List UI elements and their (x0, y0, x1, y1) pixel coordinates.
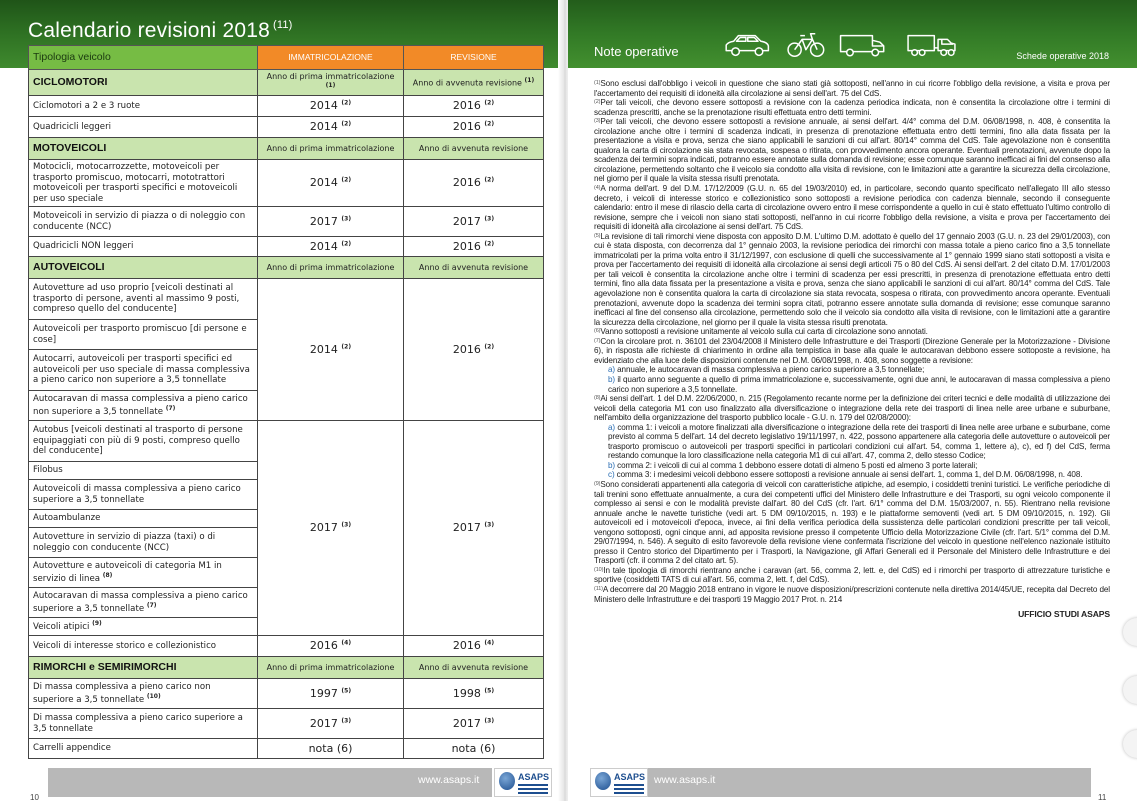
row-label: Carrelli appendice (29, 739, 258, 759)
category-name: AUTOVEICOLI (29, 257, 258, 279)
row-registration: 2014 $^{(2)}$ (258, 117, 404, 138)
side-tab[interactable] (1123, 730, 1137, 758)
footnote-text: Ai sensi dell'art. 1 del D.M. 22/06/2000, n. 215 (Regolamento recante norme per la definizione dei criteri tecnici e delle modalità di utilizzazione dei veicoli della categoria M1 con uso finalizzato alla diversificazione o integrazione della rete dei trasporti di linea nelle aree urbane e suburbane, nell'ambito della organizzazione del trasporto pubblico locale - G.U. n. 179 del 02/08/2000): (594, 394, 1110, 423)
row-label: Autocaravan di massa complessiva a pieno carico non superiore a 3,5 tonnellate $^{(7)}$ (29, 391, 258, 421)
row-revision: 2016 $^{(2)}$ (404, 117, 544, 138)
row-revision: 2016 $^{(2)}$ (404, 237, 544, 257)
header-revision: REVISIONE (404, 46, 544, 70)
table-row (29, 279, 544, 320)
table-row (29, 160, 544, 207)
left-page (0, 0, 562, 801)
footnote-subitem (594, 375, 1110, 394)
footnote-marker: (6) (594, 328, 601, 335)
footnote-text: comma 2: i veicoli di cui al comma 1 debbono essere dotati di almeno 5 posti ed almeno 3 porte laterali; (617, 460, 978, 470)
asaps-logo (494, 768, 552, 797)
row-label: Autobus [veicoli destinati al trasporto di persone equipaggiati con più di 9 posti, compreso quello del conducente] (29, 421, 258, 462)
logo-text: ASAPS (518, 772, 550, 782)
right-page (568, 0, 1137, 801)
globe-icon (595, 772, 611, 790)
row-revision: 2017 $^{(3)}$ (404, 709, 544, 739)
asaps-logo (590, 768, 648, 797)
category-row-autoveicoli (29, 257, 544, 279)
footnote-text: Sono considerati appartenenti alla categoria di veicoli con caratteristiche atipiche, ad esempio, i cosiddetti trenini turistici. Le verifiche periodiche di tali trenini sono effettuate annualmente, a cura dei competenti uffici del Ministero delle Infrastrutture e dei Trasporti, su ogni veicolo componente il complesso ai sensi e con le modalità previste dall'art. 80 del CdS (cfr. l'art. 6/1° comma del D.M. 15/03/2007, n. 55). Rientrano nella revisione annuale anche le navette turistiche (vedi art. 5 DM 09/10/2015, n. 193) e le piattaforme semoventi (vedi art. 5 DM 09/10/2015, n. 192). Gli autoveicoli ed i motoveicoli d'epoca, invece, ai fini della verifica periodica della sussistenza delle particolari condizioni prescritte per tali veicoli, vengono sottoposti, ogni cinque anni, ad apposita revisione presso il competente Ufficio della Motorizzazione Civile (cfr. l'art. 5/1° comma del D.M. 29/07/1994, n. 546). A seguito di esito favorevole della revisione viene confermata l'iscrizione del veicolo in questione nell'elenco nazionale istituito presso il Centro storico del Dipartimento per i Trasporti, la Navigazione, gli Affari Generali ed il Personale del Ministero delle Infrastrutture e dei Trasporti (cfr. il comma 2 del citato art. 5). (594, 479, 1110, 566)
row-registration: 2017 $^{(3)}$ (258, 207, 404, 237)
page-number: 10 (30, 793, 39, 802)
schede-label: Schede operative 2018 (1016, 51, 1109, 61)
subitem-letter: a) (608, 422, 615, 432)
footnote-text: In tale tipologia di rimorchi rientrano anche i caravan (art. 56, comma 2, lett. e, del CdS) ed i rimorchi per trasporto di attrezzature turistiche e sportive (cosiddetti TATS di cui all'art. 56, comma 2, lett. f, del CdS). (594, 565, 1110, 585)
category-col2: Anno di prima immatricolazione (258, 257, 404, 279)
car-icon (726, 36, 768, 56)
footnote-marker: (3) (594, 118, 601, 125)
table-header-row (29, 46, 544, 70)
footnote (594, 585, 1110, 604)
footnote-marker: (4) (594, 185, 601, 192)
row-label: Autocarri, autoveicoli per trasporti specifici ed autoveicoli per uso speciale di massa complessiva a pieno carico non superiore a 3,5 tonnellate (29, 350, 258, 391)
row-label: Quadricicli leggeri (29, 117, 258, 138)
row-label: Autovetture ad uso proprio [veicoli destinati al trasporto di persone, aventi al massimo 9 posti, compreso quello del conducente] (29, 279, 258, 320)
row-label: Veicoli atipici $^{(9)}$ (29, 618, 258, 636)
row-label: Motocicli, motocarrozzette, motoveicoli per trasporto promiscuo, motocarri, mototrattori motoveicoli per trasporti specifici e motoveicoli per uso speciale (29, 160, 258, 207)
footnote-text: Per tali veicoli, che devono essere sottoposti a revisione con la cadenza periodica indicata, non è consentita la circolazione oltre i termini di scadenza prescritti, anche se la prenotazione risulti effettuata entro detti termini. (594, 98, 1110, 117)
row-label: Filobus (29, 462, 258, 480)
footnote (594, 480, 1110, 566)
footnote (594, 98, 1110, 117)
footnote-text: Vanno sottoposti a revisione unitamente al veicolo sulla cui carta di circolazione sono annotati. (600, 327, 928, 337)
footnote (594, 184, 1110, 232)
row-label: Autoambulanze (29, 510, 258, 528)
signature: UFFICIO STUDI ASAPS (1018, 609, 1110, 620)
footnote-subitem (594, 461, 1110, 471)
row-label: Di massa complessiva a pieno carico non superiore a 3,5 tonnellate $^{(10)}$ (29, 679, 258, 709)
row-registration: 2014 $^{(2)}$ (258, 160, 404, 207)
header-registration: IMMATRICOLAZIONE (258, 46, 404, 70)
category-name: RIMORCHI e SEMIRIMORCHI (29, 657, 258, 679)
table-row (29, 237, 544, 257)
footnote-text: il quarto anno seguente a quello di prima immatricolazione e, successivamente, ogni due anni, le autocaravan di massa complessiva a pieno carico non superiore a 3,5 tonnellate. (608, 374, 1111, 394)
row-registration: 2014 $^{(2)}$ (258, 96, 404, 117)
row-label: Autoveicoli per trasporto promiscuo [di persone e cose] (29, 320, 258, 350)
footnote-marker: (10) (594, 566, 604, 573)
footnote-marker: (2) (594, 99, 601, 106)
footnote (594, 327, 1110, 337)
title-footnote: (11) (272, 19, 293, 31)
category-col3: Anno di avvenuta revisione $^{(1)}$ (404, 70, 544, 96)
category-col2: Anno di prima immatricolazione (258, 657, 404, 679)
table-row (29, 207, 544, 237)
row-label: Di massa complessiva a pieno carico superiore a 3,5 tonnellate (29, 709, 258, 739)
row-revision: 2017 $^{(3)}$ (404, 207, 544, 237)
row-label: Autoveicoli di massa complessiva a pieno carico superiore a 3,5 tonnellate (29, 480, 258, 510)
footnote-text: A decorrere dal 20 Maggio 2018 entrano in vigore le nuove disposizioni/prescrizioni contenute nella direttiva 2014/45/UE, recepita dal Decreto del Ministero delle Infrastrutture e dei trasporti 19 Maggio 2017 Prot. n. 214 (594, 584, 1110, 604)
category-row-ciclomotori (29, 70, 544, 96)
logo-stripes (518, 784, 548, 786)
vehicle-icons (714, 30, 984, 60)
footer-url[interactable]: www.asaps.it (418, 774, 480, 786)
footnote-text: Con la circolare prot. n. 36101 del 23/04/2008 il Ministero delle Infrastrutture e dei Trasporti (Direzione Generale per la Motorizzazione - Divisione 6), in risposta alle richieste di chiarimento in ordine alla tempistica in base alla quale le autocaravan debbono essere sottoposte a revisione, ha evidenziato che alla luce delle disposizioni contenute nel D.M. 06/08/1998, n. 408, sono soggette a revisione: (594, 336, 1110, 365)
row-label: Veicoli di interesse storico e collezionistico (29, 636, 258, 657)
footnote-subitem (594, 423, 1110, 461)
category-name: CICLOMOTORI (29, 70, 258, 96)
row-label: Motoveicoli in servizio di piazza o di noleggio con conducente (NCC) (29, 207, 258, 237)
row-label: Autovetture e autoveicoli di categoria M1 in servizio di linea $^{(8)}$ (29, 558, 258, 588)
footnote-text: comma 3: i medesimi veicoli debbono essere sottoposti a revisione annuale ai sensi dell'art. 1, comma 1, del D.M. 06/08/1998, n. 408. (616, 470, 1083, 480)
footnote (594, 566, 1110, 585)
category-row-motoveicoli (29, 138, 544, 160)
row-registration: 1997 $^{(5)}$ (258, 679, 404, 709)
page-number: 11 (1098, 793, 1107, 802)
subitem-letter: a) (608, 365, 615, 375)
footnote-marker: (11) (594, 585, 603, 592)
footnote-marker: (5) (594, 232, 601, 239)
row-registration: 2017 $^{(3)}$ (258, 709, 404, 739)
row-registration: nota (6) (258, 739, 404, 759)
side-tab[interactable] (1123, 676, 1137, 704)
footnote-text: La revisione di tali rimorchi viene disposta con apposito D.M. L'ultimo D.M. adottato è quello del 17 gennaio 2003 (G.U. n. 23 del 29/01/2003), con cui è stata disposta, con decorrenza dal 1° gennaio 2003, la revisione periodica dei rimorchi con massa totale a pieno carico fino a 3,5 tonnellate immatricolati per la prima volta entro il 31/12/1997, con esclusione di quelli che successivamente al 1° gennaio 1999 siano stati sottoposti a visita e prova per l'accertamento dei requisiti di idoneità alla circolazione ai sensi degli articoli 75 o 80 del CdS. Ai sensi dell'art. 2 del citato D.M. 17/01/2003 per tali veicoli è consentita la circolazione anche oltre i termini di scadenza per essi prescritti, in presenza di prenotazione effettuata entro detti termini, fino alla data fissata per la presentazione a visita e prova, senza che siano applicabili le sanzioni di cui all'art. 80/14° comma del CdS. Tale agevolazione non è consentita qualora la carta di circolazione sia stata revocata, sospesa o ritirata, con provvedimento ancora operante. Eventuali prenotazioni, avvenute dopo la scadenza dei termini sopra citati, potranno essere annotate sulla domanda di revisione; esse comunque saranno inefficaci al fine del consenso alla circolazione, permettendo solo che il veicolo sia condotto alla visita di revisione, con le limitazioni atte a garantire la sicurezza della circolazione, nel giorno per il quale la visita stessa risulti prenotata. (594, 231, 1110, 327)
subitem-letter: b) (608, 374, 615, 384)
footnote-marker: (7) (594, 337, 601, 344)
group-revision: 2017 $^{(3)}$ (404, 421, 544, 636)
table-row (29, 96, 544, 117)
table-row (29, 739, 544, 759)
row-revision: 2016 $^{(4)}$ (404, 636, 544, 657)
logo-text: ASAPS (614, 772, 646, 782)
footnote-text: A norma dell'art. 9 del D.M. 17/12/2009 (G.U. n. 65 del 19/03/2010) ed, in particolare, secondo quanto specificato nell'allegato III allo stesso decreto, i veicoli di interesse storico e collezionistico sono sottoposti a revisione periodica con cadenza biennale, secondo il conseguente calendario: entro il mese di rilascio della carta di circolazione ovvero entro il mese corrispondente a quello in cui è stato effettuato l'ultimo controllo di revisione, sempre che i veicoli non siano stati sottoposti, nell'anno in cui ricorre l'obbligo della revisione, a visita e prova per l'accertamento dei requisiti di idoneità alla circolazione ai sensi dell'art. 75 CdS. (594, 184, 1110, 232)
footnotes-body (594, 79, 1110, 620)
footnote-marker: (1) (594, 80, 601, 86)
footnote (594, 117, 1110, 184)
category-row-rimorchi (29, 657, 544, 679)
table-row (29, 421, 544, 462)
row-revision: 1998 $^{(5)}$ (404, 679, 544, 709)
logo-stripes (614, 784, 644, 786)
row-label: Quadricicli NON leggeri (29, 237, 258, 257)
footnote-marker: (9) (594, 480, 601, 487)
footnote (594, 232, 1110, 327)
row-revision: nota (6) (404, 739, 544, 759)
group-revision: 2016 $^{(2)}$ (404, 279, 544, 421)
footnote (594, 394, 1110, 423)
truck-trailer-icon (908, 36, 955, 56)
footer-url[interactable]: www.asaps.it (654, 774, 716, 786)
notes-heading: Note operative (594, 44, 679, 59)
table-row (29, 709, 544, 739)
category-col2: Anno di prima immatricolazione $^{(1)}$ (258, 70, 404, 96)
row-registration: 2014 $^{(2)}$ (258, 237, 404, 257)
table-row (29, 679, 544, 709)
row-revision: 2016 $^{(2)}$ (404, 160, 544, 207)
subitem-letter: b) (608, 460, 615, 470)
category-col3: Anno di avvenuta revisione (404, 138, 544, 160)
page-title (28, 19, 293, 43)
footnote (594, 337, 1110, 366)
revision-calendar-table (28, 45, 544, 759)
footnote-text: Sono esclusi dall'obbligo i veicoli in questione che siano stati già sottoposti, nell'anno in cui ricorre l'obbligo della revisione, a visita e prova per l'accertamento dei requisiti di idoneità alla circolazione ai sensi dell'art. 75 del CdS. (594, 79, 1110, 98)
footnote-subitem (594, 470, 1110, 480)
row-label: Autocaravan di massa complessiva a pieno carico superiore a 3,5 tonnellate $^{(7)}$ (29, 588, 258, 618)
bicycle-icon (788, 34, 824, 57)
table-row (29, 636, 544, 657)
van-icon (841, 36, 884, 56)
table-row (29, 117, 544, 138)
category-col3: Anno di avvenuta revisione (404, 657, 544, 679)
row-revision: 2016 $^{(2)}$ (404, 96, 544, 117)
category-col3: Anno di avvenuta revisione (404, 257, 544, 279)
row-label: Ciclomotori a 2 e 3 ruote (29, 96, 258, 117)
footnote-text: Per tali veicoli, che devono essere sottoposti a revisione annuale, ai sensi dell'art. 4/4° comma del D.M. 06/08/1998, n. 408, è consentita la circolazione anche oltre i termini di scadenza indicati, in presenza di prenotazione effettuata entro detti termini, fino alla data fissata per la presentazione a visita e prova, senza che siano applicabili le sanzioni di cui all'art. 80/14° comma del CdS. Tale agevolazione non è consentita qualora la carta di circolazione sia stata revocata, sospesa o ritirata, con provvedimento ancora operante. Eventuali prenotazioni, avvenute dopo la scadenza dei termini sopra indicati, potranno essere annotate sulla domanda di revisione; esse comunque saranno inefficaci ai fini del consenso alla circolazione, permettendo soltanto che il veicolo sia condotto alla visita di revisione, con le limitazioni atte a garantire la sicurezza della circolazione, nel giorno per il quale la visita stessa risulti prenotata. (594, 117, 1110, 184)
row-registration: 2016 $^{(4)}$ (258, 636, 404, 657)
footnote-subitem (594, 365, 1110, 375)
title-text: Calendario revisioni 2018 (28, 19, 270, 42)
footnote-text: comma 1: i veicoli a motore finalizzati alla diversificazione o integrazione della rete dei trasporti di linea nelle aree urbane e suburbane, come previsto al comma 5 dell'art. 14 del decreto legislativo 19/11/1997, n. 422, possono appartenere alla categoria delle autovetture o autoveicoli per trasporto promiscuo o autoveicoli per trasporti specifici in particolari condizioni cui all'art. 54, comma 1, lettere a), c), ed f) del CdS, ferma restando comunque la loro classificazione nella categoria M1 di cui all'art. 47, comma 2, dello stesso Codice; (608, 422, 1111, 461)
footnote-marker: (8) (594, 395, 601, 402)
side-tab[interactable] (1123, 618, 1137, 646)
group-registration: 2014 $^{(2)}$ (258, 279, 404, 421)
globe-icon (499, 772, 515, 790)
subitem-letter: c) (608, 470, 615, 480)
footnote (594, 79, 1110, 98)
row-label: Autovetture in servizio di piazza (taxi) o di noleggio con conducente (NCC) (29, 528, 258, 558)
category-name: MOTOVEICOLI (29, 138, 258, 160)
footnote-text: annuale, le autocaravan di massa complessiva a pieno carico superiore a 3,5 tonnellate; (617, 365, 925, 375)
group-registration: 2017 $^{(3)}$ (258, 421, 404, 636)
category-col2: Anno di prima immatricolazione (258, 138, 404, 160)
header-vehicle-type: Tipologia veicolo (29, 46, 258, 70)
